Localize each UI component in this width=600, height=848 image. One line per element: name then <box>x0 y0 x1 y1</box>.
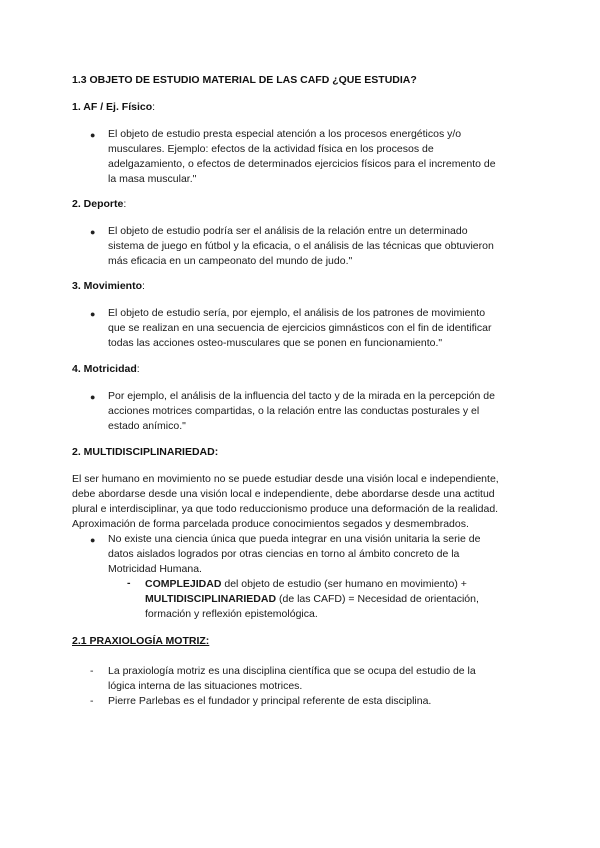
section-heading-motricidad <box>72 363 140 375</box>
text-line <box>145 592 479 607</box>
text-line: El objeto de estudio podría ser el análisis de la relación entre un determinado <box>108 225 468 237</box>
section-heading-af <box>72 101 155 113</box>
list-item <box>108 694 431 709</box>
text-line: Por ejemplo, el análisis de la influencia del tacto y de la mirada en la percepción de <box>108 390 495 402</box>
text-span: del objeto de estudio (ser humano en movimiento) + <box>221 578 467 590</box>
bullet-text <box>108 389 495 434</box>
bullet-text <box>108 127 496 187</box>
text-line: estado anímico." <box>108 420 186 432</box>
text-line: El ser humano en movimiento no se puede estudiar desde una visión local e independiente, <box>72 473 499 485</box>
praxiologia-heading: 2.1 PRAXIOLOGÍA MOTRIZ: <box>72 635 210 647</box>
list-item <box>108 664 476 694</box>
text-line: más eficacia en un campeonato del mundo de judo." <box>108 255 353 267</box>
section-heading-colon: : <box>152 101 156 113</box>
section-heading-text: 1. AF / Ej. Físico <box>72 101 153 113</box>
text-line: todas las acciones osteo-musculares que se ponen en funcionamiento." <box>108 337 443 349</box>
section-heading-colon: : <box>136 363 140 375</box>
text-line: datos aislados logrados por otras ciencias en torno al ámbito concreto de la <box>108 548 460 560</box>
dash-marker: - <box>127 577 131 589</box>
text-line: que se realizan en una secuencia de ejercicios gimnásticos con el fin de identificar <box>108 322 492 334</box>
section-heading-colon: : <box>142 280 145 292</box>
text-line: El objeto de estudio sería, por ejemplo, el análisis de los patrones de movimiento <box>108 307 486 319</box>
bold-term: COMPLEJIDAD <box>145 578 222 590</box>
bullet-text <box>108 224 494 269</box>
dash-marker: - <box>90 665 94 677</box>
sub-bullet-text <box>145 577 479 622</box>
text-line: sistema de juego en fútbol y la eficacia, o el análisis de las técnicas que obtuvieron <box>108 240 494 252</box>
multidisciplinariedad-heading: 2. MULTIDISCIPLINARIEDAD: <box>72 446 219 458</box>
document-title: 1.3 OBJETO DE ESTUDIO MATERIAL DE LAS CAFD ¿QUE ESTUDIA? <box>72 74 417 86</box>
section-heading-text: 2. Deporte <box>72 198 124 210</box>
dash-marker: - <box>90 695 94 707</box>
text-line: acciones motrices compartidas, o la relación entre las conductas posturales y el <box>108 405 480 417</box>
section-heading-text: 3. Movimiento <box>72 280 143 292</box>
bullet-icon: ● <box>90 392 96 402</box>
text-line: musculares. Ejemplo: efectos de la actividad física en los procesos de <box>108 143 434 155</box>
text-line <box>145 577 479 592</box>
text-line: El objeto de estudio presta especial atención a los procesos energéticos y/o <box>108 128 462 140</box>
text-line: La praxiología motriz es una disciplina científica que se ocupa del estudio de la <box>108 665 476 677</box>
text-line: plural e interdisciplinar, ya que todo reduccionismo produce una deformación de la realidad. <box>72 503 499 515</box>
bullet-icon: ● <box>90 535 96 545</box>
text-line: Aproximación de forma parcelada produce conocimientos segados y desmembrados. <box>72 518 469 530</box>
section-heading-text: 4. Motricidad <box>72 363 137 375</box>
bullet-text <box>108 306 491 351</box>
multidisciplinariedad-paragraph <box>72 472 532 532</box>
text-line: Motricidad Humana. <box>108 563 202 575</box>
text-line: Pierre Parlebas es el fundador y principal referente de esta disciplina. <box>108 695 432 707</box>
bullet-icon: ● <box>90 227 96 237</box>
bullet-icon: ● <box>90 130 96 140</box>
text-line: adelgazamiento, o efectos de determinados ejercicios físicos para el incremento de <box>108 158 496 170</box>
text-line: formación y reflexión epistemológica. <box>145 608 318 620</box>
text-line: la masa muscular." <box>108 173 197 185</box>
bullet-icon: ● <box>90 309 96 319</box>
text-line: lógica interna de las situaciones motrices. <box>108 680 303 692</box>
bullet-text <box>108 532 480 577</box>
text-line: No existe una ciencia única que pueda integrar en una visión unitaria la serie de <box>108 533 481 545</box>
section-heading-colon: : <box>123 198 127 210</box>
section-heading-deporte <box>72 198 126 210</box>
bold-term: MULTIDISCIPLINARIEDAD <box>145 593 277 605</box>
section-heading-movimiento <box>72 280 145 292</box>
text-span: (de las CAFD) = Necesidad de orientación, <box>276 593 479 605</box>
text-line: debe abordarse desde una visión local e independiente, debe abordarse desde una actitud <box>72 488 495 500</box>
